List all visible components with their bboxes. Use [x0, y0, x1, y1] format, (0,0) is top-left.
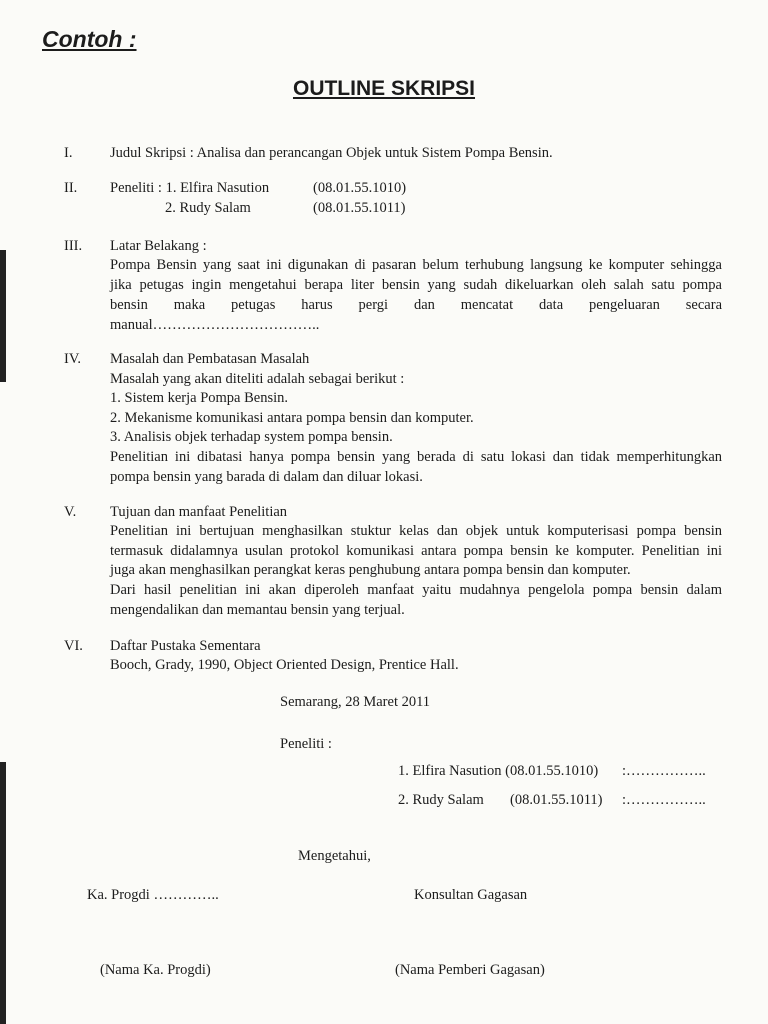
konsultan-label: Konsultan Gagasan	[414, 887, 528, 903]
judul-skripsi: Judul Skripsi : Analisa dan perancangan Objek untuk Sistem Pompa Bensin.	[110, 145, 553, 161]
paragraph-line: pompa bensin yang barada di dalam dan diluar lokasi.	[110, 469, 423, 485]
section-number: I.	[64, 145, 73, 161]
signature-line: :……………..	[622, 763, 706, 779]
paragraph-line: juga akan menghasilkan perangkat keras penghubung antara pompa bensin dan komputer.	[110, 562, 631, 578]
signer-name: 2. Rudy Salam	[398, 792, 484, 808]
paragraph-line: mengendalikan dan memantau bensin yang terjual.	[110, 602, 405, 618]
page-heading: Contoh :	[42, 26, 137, 52]
section-heading: Latar Belakang :	[110, 238, 207, 254]
mengetahui-label: Mengetahui,	[298, 848, 371, 864]
paragraph-line: Dari hasil penelitian ini akan diperoleh manfaat yaitu mudahnya pengelola pompa bensin dalam	[110, 582, 722, 598]
peneliti-label: Peneliti :	[280, 736, 332, 752]
section-number: III.	[64, 238, 83, 254]
scan-edge-mark	[0, 762, 6, 1024]
list-item: 1. Sistem kerja Pompa Bensin.	[110, 390, 289, 406]
paragraph-line: manual……………………………..	[110, 317, 320, 333]
nama-kaprogdi: (Nama Ka. Progdi)	[100, 962, 211, 978]
signer-id: (08.01.55.1011)	[510, 792, 603, 808]
reference-entry: Booch, Grady, 1990, Object Oriented Design, Prentice Hall.	[110, 657, 459, 673]
section-heading: Daftar Pustaka Sementara	[110, 638, 261, 654]
page-title: OUTLINE SKRIPSI	[292, 77, 476, 100]
nama-pemberi-gagasan: (Nama Pemberi Gagasan)	[395, 962, 545, 978]
peneliti-2-label: 2. Rudy Salam	[165, 200, 251, 216]
paragraph-line: Masalah yang akan diteliti adalah sebagai berikut :	[110, 371, 405, 387]
peneliti-1-label: Peneliti : 1. Elfira Nasution	[110, 180, 270, 196]
signature-line: :……………..	[622, 792, 706, 808]
paragraph-line: Penelitian ini bertujuan menghasilkan stuktur kelas dan objek untuk komputerisasi pompa bensin	[110, 523, 722, 539]
signer-name: 1. Elfira Nasution (08.01.55.1010)	[398, 763, 599, 779]
section-heading: Masalah dan Pembatasan Masalah	[110, 351, 310, 367]
peneliti-2-id: (08.01.55.1011)	[313, 200, 406, 216]
scan-edge-mark	[0, 250, 6, 382]
paragraph-line: Pompa Bensin yang saat ini digunakan di pasaran belum terhubung langsung ke komputer sehingga	[110, 257, 722, 273]
section-number: II.	[64, 180, 78, 196]
peneliti-1-id: (08.01.55.1010)	[313, 180, 407, 196]
kaprogdi-label: Ka. Progdi …………..	[87, 887, 219, 903]
section-heading: Tujuan dan manfaat Penelitian	[110, 504, 288, 520]
paragraph-line: Penelitian ini dibatasi hanya pompa bensin yang berada di satu lokasi dan tidak memperhitungkan	[110, 449, 722, 465]
section-number: IV.	[64, 351, 82, 367]
paragraph-line: bensin maka petugas harus pergi dan mencatat data pengeluaran secara	[110, 297, 722, 313]
list-item: 2. Mekanisme komunikasi antara pompa bensin dan komputer.	[110, 410, 474, 426]
paragraph-line: jika petugas ingin mengetahui berapa liter bensin yang sudah dikeluarkan oleh salah satu pompa	[110, 277, 722, 293]
paragraph-line: termasuk didalamnya usulan protokol komunikasi antara pompa bensin ke komputer. Penelitian ini	[110, 543, 722, 559]
list-item: 3. Analisis objek terhadap system pompa bensin.	[110, 429, 393, 445]
place-date: Semarang, 28 Maret 2011	[280, 694, 431, 710]
section-number: VI.	[64, 638, 83, 654]
section-number: V.	[64, 504, 77, 520]
